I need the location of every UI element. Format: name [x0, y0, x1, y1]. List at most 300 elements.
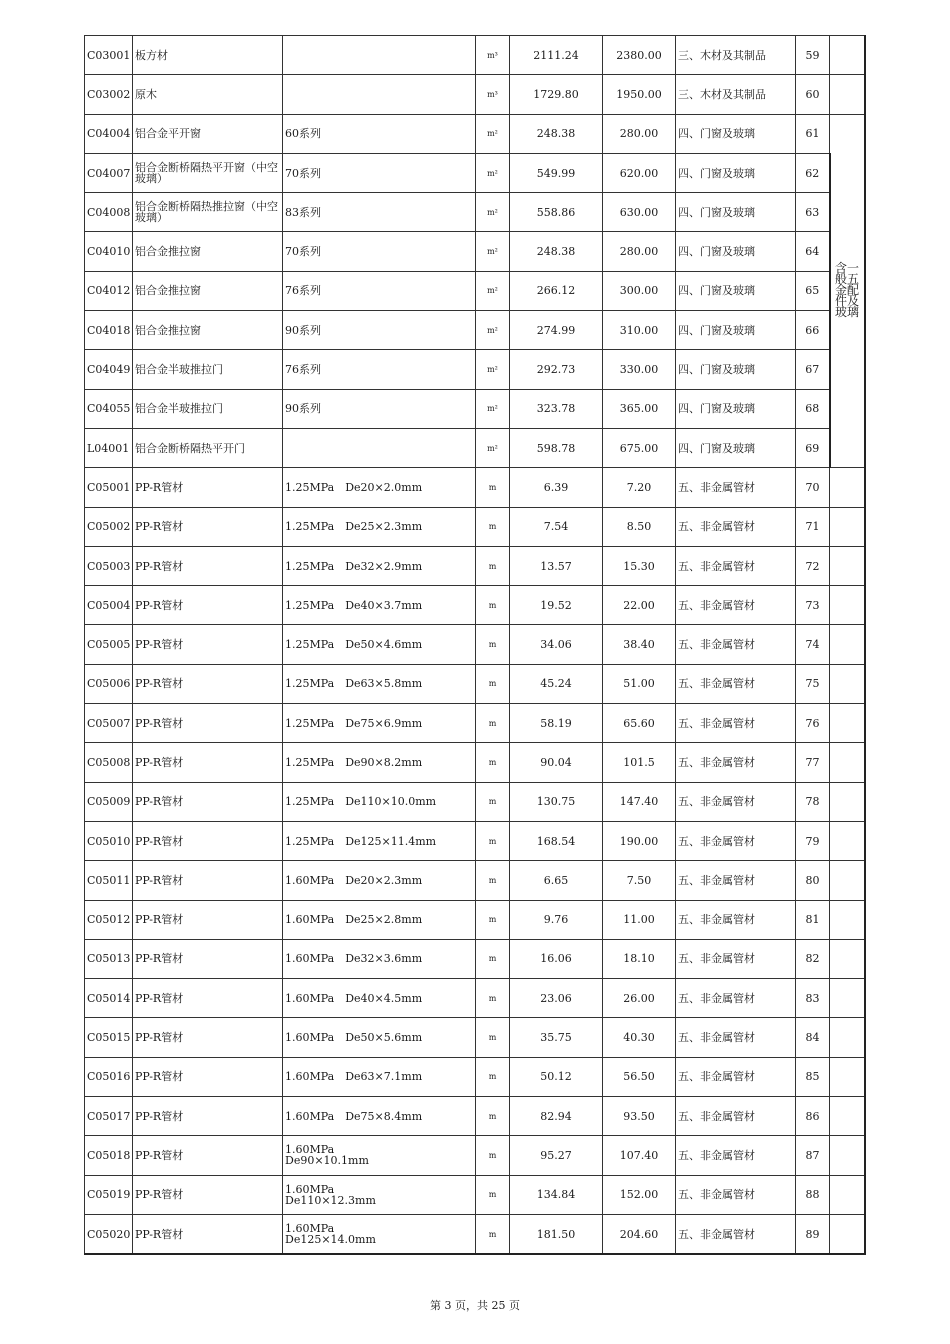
remark-cell [830, 1175, 865, 1214]
table-row [85, 468, 865, 507]
price-incl-tax: 38.40 [603, 625, 676, 664]
item-spec: 1.25MPa De125×11.4mm [283, 821, 476, 860]
item-category: 五、非金属管材 [676, 939, 796, 978]
item-unit: m [476, 1057, 510, 1096]
remark-cell [830, 586, 865, 625]
item-name: 铝合金断桥隔热推拉窗（中空玻璃） [133, 193, 283, 232]
item-category: 三、木材及其制品 [676, 75, 796, 114]
price-incl-tax: 101.5 [603, 743, 676, 782]
remark-cell [830, 821, 865, 860]
price-excl-tax: 95.27 [510, 1136, 603, 1175]
item-name: 铝合金半玻推拉门 [133, 350, 283, 389]
item-code: C05017 [85, 1097, 133, 1136]
page-footer: 第 3 页，共 25 页 [430, 1299, 520, 1312]
item-unit: m² [476, 193, 510, 232]
item-spec [283, 75, 476, 114]
table-row [85, 271, 865, 310]
price-excl-tax: 558.86 [510, 193, 603, 232]
row-number: 65 [796, 271, 830, 310]
item-unit: m [476, 664, 510, 703]
price-excl-tax: 292.73 [510, 350, 603, 389]
price-excl-tax: 16.06 [510, 939, 603, 978]
item-category: 三、木材及其制品 [676, 36, 796, 75]
price-incl-tax: 11.00 [603, 900, 676, 939]
row-number: 82 [796, 939, 830, 978]
item-code: C05008 [85, 743, 133, 782]
item-spec: 1.25MPa De63×5.8mm [283, 664, 476, 703]
item-category: 五、非金属管材 [676, 821, 796, 860]
item-category: 五、非金属管材 [676, 586, 796, 625]
table-row [85, 1097, 865, 1136]
price-incl-tax: 7.50 [603, 861, 676, 900]
item-unit: m² [476, 271, 510, 310]
item-category: 五、非金属管材 [676, 468, 796, 507]
item-spec: 1.60MPa De63×7.1mm [283, 1057, 476, 1096]
table-row [85, 389, 865, 428]
price-incl-tax: 56.50 [603, 1057, 676, 1096]
item-code: C04049 [85, 350, 133, 389]
item-category: 五、非金属管材 [676, 782, 796, 821]
item-name: PP-R管材 [133, 507, 283, 546]
price-excl-tax: 134.84 [510, 1175, 603, 1214]
table-row [85, 1175, 865, 1214]
table-row [85, 782, 865, 821]
price-excl-tax: 82.94 [510, 1097, 603, 1136]
row-number: 83 [796, 979, 830, 1018]
item-spec: 70系列 [283, 153, 476, 192]
item-code: C05020 [85, 1214, 133, 1254]
table-row [85, 350, 865, 389]
item-spec: 1.25MPa De110×10.0mm [283, 782, 476, 821]
item-category: 五、非金属管材 [676, 743, 796, 782]
item-code: C04010 [85, 232, 133, 271]
price-excl-tax: 45.24 [510, 664, 603, 703]
item-spec: 90系列 [283, 311, 476, 350]
item-spec: 1.25MPa De90×8.2mm [283, 743, 476, 782]
item-unit: m² [476, 153, 510, 192]
item-category: 四、门窗及玻璃 [676, 193, 796, 232]
item-category: 五、非金属管材 [676, 1057, 796, 1096]
price-excl-tax: 6.39 [510, 468, 603, 507]
item-spec [283, 36, 476, 75]
item-category: 四、门窗及玻璃 [676, 311, 796, 350]
price-incl-tax: 280.00 [603, 232, 676, 271]
price-incl-tax: 365.00 [603, 389, 676, 428]
item-name: PP-R管材 [133, 625, 283, 664]
item-code: C04008 [85, 193, 133, 232]
item-category: 四、门窗及玻璃 [676, 114, 796, 153]
price-excl-tax: 323.78 [510, 389, 603, 428]
table-row [85, 1057, 865, 1096]
item-code: C05004 [85, 586, 133, 625]
row-number: 60 [796, 75, 830, 114]
item-unit: m [476, 1018, 510, 1057]
table-row [85, 1018, 865, 1057]
table-row [85, 75, 865, 114]
item-unit: m² [476, 311, 510, 350]
item-spec [283, 428, 476, 467]
item-code: C05003 [85, 546, 133, 585]
remark-note: 含一般五金配件及玻璃 [830, 114, 865, 468]
row-number: 64 [796, 232, 830, 271]
item-code: C05005 [85, 625, 133, 664]
price-excl-tax: 1729.80 [510, 75, 603, 114]
item-code: C04004 [85, 114, 133, 153]
item-unit: m [476, 939, 510, 978]
price-incl-tax: 7.20 [603, 468, 676, 507]
item-spec: 1.60MPa De20×2.3mm [283, 861, 476, 900]
table-row [85, 704, 865, 743]
row-number: 86 [796, 1097, 830, 1136]
item-code: C03001 [85, 36, 133, 75]
item-category: 四、门窗及玻璃 [676, 271, 796, 310]
item-spec: 1.60MPa De75×8.4mm [283, 1097, 476, 1136]
row-number: 79 [796, 821, 830, 860]
item-unit: m [476, 507, 510, 546]
item-category: 五、非金属管材 [676, 1097, 796, 1136]
price-excl-tax: 598.78 [510, 428, 603, 467]
item-name: PP-R管材 [133, 546, 283, 585]
item-name: 铝合金半玻推拉门 [133, 389, 283, 428]
item-category: 五、非金属管材 [676, 1136, 796, 1175]
price-incl-tax: 630.00 [603, 193, 676, 232]
row-number: 78 [796, 782, 830, 821]
item-name: PP-R管材 [133, 704, 283, 743]
price-excl-tax: 58.19 [510, 704, 603, 743]
price-incl-tax: 51.00 [603, 664, 676, 703]
item-code: C05016 [85, 1057, 133, 1096]
table-row [85, 36, 865, 75]
item-spec: 1.25MPa De25×2.3mm [283, 507, 476, 546]
price-incl-tax: 26.00 [603, 979, 676, 1018]
item-category: 五、非金属管材 [676, 861, 796, 900]
remark-cell [830, 625, 865, 664]
price-excl-tax: 2111.24 [510, 36, 603, 75]
table-row [85, 1214, 865, 1254]
price-incl-tax: 280.00 [603, 114, 676, 153]
item-code: C04018 [85, 311, 133, 350]
table-row [85, 586, 865, 625]
item-name: PP-R管材 [133, 861, 283, 900]
item-name: 铝合金推拉窗 [133, 311, 283, 350]
price-incl-tax: 310.00 [603, 311, 676, 350]
item-name: 铝合金平开窗 [133, 114, 283, 153]
row-number: 80 [796, 861, 830, 900]
item-unit: m [476, 900, 510, 939]
price-excl-tax: 168.54 [510, 821, 603, 860]
table-row [85, 311, 865, 350]
row-number: 71 [796, 507, 830, 546]
item-spec: 1.25MPa De40×3.7mm [283, 586, 476, 625]
item-name: PP-R管材 [133, 468, 283, 507]
item-name: PP-R管材 [133, 1018, 283, 1057]
item-category: 五、非金属管材 [676, 1018, 796, 1057]
price-incl-tax: 40.30 [603, 1018, 676, 1057]
item-unit: m³ [476, 36, 510, 75]
price-incl-tax: 18.10 [603, 939, 676, 978]
row-number: 84 [796, 1018, 830, 1057]
price-incl-tax: 620.00 [603, 153, 676, 192]
price-table [84, 35, 866, 1255]
remark-cell [830, 1214, 865, 1254]
item-unit: m [476, 1136, 510, 1175]
price-excl-tax: 9.76 [510, 900, 603, 939]
item-name: 原木 [133, 75, 283, 114]
item-name: PP-R管材 [133, 900, 283, 939]
row-number: 72 [796, 546, 830, 585]
table-row [85, 664, 865, 703]
row-number: 73 [796, 586, 830, 625]
item-name: PP-R管材 [133, 1136, 283, 1175]
table-row [85, 546, 865, 585]
item-name: 铝合金推拉窗 [133, 232, 283, 271]
table-row [85, 743, 865, 782]
item-name: 板方材 [133, 36, 283, 75]
item-code: C05006 [85, 664, 133, 703]
price-excl-tax: 19.52 [510, 586, 603, 625]
table-row [85, 821, 865, 860]
item-spec: 1.25MPa De32×2.9mm [283, 546, 476, 585]
remark-cell [830, 468, 865, 507]
item-code: C05014 [85, 979, 133, 1018]
price-incl-tax: 65.60 [603, 704, 676, 743]
table-row [85, 193, 865, 232]
price-incl-tax: 107.40 [603, 1136, 676, 1175]
item-category: 四、门窗及玻璃 [676, 389, 796, 428]
price-incl-tax: 675.00 [603, 428, 676, 467]
item-category: 四、门窗及玻璃 [676, 428, 796, 467]
item-code: C05007 [85, 704, 133, 743]
price-incl-tax: 1950.00 [603, 75, 676, 114]
remark-cell [830, 507, 865, 546]
row-number: 59 [796, 36, 830, 75]
item-unit: m [476, 586, 510, 625]
price-incl-tax: 152.00 [603, 1175, 676, 1214]
item-spec: 1.60MPa De90×10.1mm [283, 1136, 476, 1175]
item-unit: m² [476, 114, 510, 153]
item-spec: 70系列 [283, 232, 476, 271]
table-row [85, 507, 865, 546]
item-unit: m [476, 546, 510, 585]
remark-cell [830, 546, 865, 585]
table-row [85, 939, 865, 978]
row-number: 77 [796, 743, 830, 782]
item-spec: 1.25MPa De50×4.6mm [283, 625, 476, 664]
table-row [85, 153, 865, 192]
item-spec: 1.60MPa De40×4.5mm [283, 979, 476, 1018]
item-name: 铝合金断桥隔热平开窗（中空玻璃） [133, 153, 283, 192]
item-category: 四、门窗及玻璃 [676, 153, 796, 192]
item-code: C05015 [85, 1018, 133, 1057]
item-unit: m² [476, 428, 510, 467]
price-excl-tax: 130.75 [510, 782, 603, 821]
price-incl-tax: 15.30 [603, 546, 676, 585]
item-unit: m [476, 625, 510, 664]
row-number: 70 [796, 468, 830, 507]
item-spec: 1.60MPa De32×3.6mm [283, 939, 476, 978]
item-unit: m [476, 979, 510, 1018]
item-category: 四、门窗及玻璃 [676, 350, 796, 389]
remark-cell [830, 36, 865, 75]
remark-cell [830, 704, 865, 743]
remark-cell [830, 1018, 865, 1057]
item-name: PP-R管材 [133, 782, 283, 821]
price-excl-tax: 181.50 [510, 1214, 603, 1254]
item-code: C04012 [85, 271, 133, 310]
price-incl-tax: 330.00 [603, 350, 676, 389]
item-category: 五、非金属管材 [676, 664, 796, 703]
item-name: PP-R管材 [133, 586, 283, 625]
row-number: 88 [796, 1175, 830, 1214]
item-code: C05001 [85, 468, 133, 507]
item-spec: 76系列 [283, 271, 476, 310]
item-name: PP-R管材 [133, 1175, 283, 1214]
price-excl-tax: 266.12 [510, 271, 603, 310]
item-code: C05018 [85, 1136, 133, 1175]
row-number: 62 [796, 153, 830, 192]
item-unit: m [476, 743, 510, 782]
row-number: 74 [796, 625, 830, 664]
item-name: PP-R管材 [133, 939, 283, 978]
item-code: L04001 [85, 428, 133, 467]
item-spec: 60系列 [283, 114, 476, 153]
item-spec: 1.60MPa De50×5.6mm [283, 1018, 476, 1057]
table-row [85, 232, 865, 271]
item-category: 五、非金属管材 [676, 704, 796, 743]
item-unit: m [476, 821, 510, 860]
remark-cell [830, 1136, 865, 1175]
remark-cell [830, 743, 865, 782]
item-spec: 1.25MPa De75×6.9mm [283, 704, 476, 743]
price-excl-tax: 549.99 [510, 153, 603, 192]
table-row [85, 979, 865, 1018]
item-name: PP-R管材 [133, 1097, 283, 1136]
remark-cell [830, 900, 865, 939]
row-number: 69 [796, 428, 830, 467]
item-category: 四、门窗及玻璃 [676, 232, 796, 271]
price-incl-tax: 190.00 [603, 821, 676, 860]
row-number: 89 [796, 1214, 830, 1254]
item-code: C05011 [85, 861, 133, 900]
item-name: PP-R管材 [133, 1057, 283, 1096]
item-spec: 1.60MPa De25×2.8mm [283, 900, 476, 939]
item-unit: m² [476, 232, 510, 271]
item-code: C05010 [85, 821, 133, 860]
row-number: 75 [796, 664, 830, 703]
price-incl-tax: 147.40 [603, 782, 676, 821]
item-name: PP-R管材 [133, 1214, 283, 1254]
row-number: 67 [796, 350, 830, 389]
price-incl-tax: 300.00 [603, 271, 676, 310]
table-row [85, 428, 865, 467]
item-unit: m [476, 704, 510, 743]
price-incl-tax: 204.60 [603, 1214, 676, 1254]
item-unit: m³ [476, 75, 510, 114]
price-excl-tax: 35.75 [510, 1018, 603, 1057]
remark-cell [830, 782, 865, 821]
item-unit: m [476, 468, 510, 507]
price-excl-tax: 7.54 [510, 507, 603, 546]
item-category: 五、非金属管材 [676, 1175, 796, 1214]
item-code: C05012 [85, 900, 133, 939]
row-number: 76 [796, 704, 830, 743]
remark-cell [830, 1057, 865, 1096]
item-unit: m² [476, 350, 510, 389]
price-excl-tax: 34.06 [510, 625, 603, 664]
item-spec: 90系列 [283, 389, 476, 428]
item-code: C05009 [85, 782, 133, 821]
item-spec: 76系列 [283, 350, 476, 389]
price-excl-tax: 50.12 [510, 1057, 603, 1096]
item-name: PP-R管材 [133, 979, 283, 1018]
item-unit: m² [476, 389, 510, 428]
price-excl-tax: 23.06 [510, 979, 603, 1018]
item-code: C04055 [85, 389, 133, 428]
item-name: 铝合金断桥隔热平开门 [133, 428, 283, 467]
item-unit: m [476, 782, 510, 821]
remark-cell [830, 979, 865, 1018]
item-code: C03002 [85, 75, 133, 114]
price-incl-tax: 93.50 [603, 1097, 676, 1136]
row-number: 68 [796, 389, 830, 428]
item-category: 五、非金属管材 [676, 900, 796, 939]
item-unit: m [476, 1214, 510, 1254]
item-code: C05019 [85, 1175, 133, 1214]
row-number: 87 [796, 1136, 830, 1175]
item-name: PP-R管材 [133, 664, 283, 703]
remark-cell [830, 75, 865, 114]
table-row [85, 900, 865, 939]
item-unit: m [476, 1097, 510, 1136]
item-name: PP-R管材 [133, 821, 283, 860]
price-excl-tax: 248.38 [510, 232, 603, 271]
item-name: 铝合金推拉窗 [133, 271, 283, 310]
row-number: 61 [796, 114, 830, 153]
remark-cell [830, 939, 865, 978]
item-name: PP-R管材 [133, 743, 283, 782]
row-number: 63 [796, 193, 830, 232]
item-category: 五、非金属管材 [676, 546, 796, 585]
remark-cell [830, 664, 865, 703]
price-excl-tax: 90.04 [510, 743, 603, 782]
table-row [85, 114, 865, 153]
table-row [85, 861, 865, 900]
item-code: C05002 [85, 507, 133, 546]
row-number: 85 [796, 1057, 830, 1096]
item-spec: 83系列 [283, 193, 476, 232]
price-incl-tax: 8.50 [603, 507, 676, 546]
item-spec: 1.25MPa De20×2.0mm [283, 468, 476, 507]
item-unit: m [476, 861, 510, 900]
remark-cell [830, 861, 865, 900]
remark-cell [830, 1097, 865, 1136]
price-excl-tax: 248.38 [510, 114, 603, 153]
table-body [85, 36, 865, 1255]
item-code: C05013 [85, 939, 133, 978]
item-category: 五、非金属管材 [676, 979, 796, 1018]
item-code: C04007 [85, 153, 133, 192]
item-spec: 1.60MPa De125×14.0mm [283, 1214, 476, 1254]
item-category: 五、非金属管材 [676, 507, 796, 546]
item-category: 五、非金属管材 [676, 1214, 796, 1254]
price-incl-tax: 22.00 [603, 586, 676, 625]
table-row [85, 1136, 865, 1175]
item-unit: m [476, 1175, 510, 1214]
price-excl-tax: 274.99 [510, 311, 603, 350]
table-row [85, 625, 865, 664]
price-excl-tax: 6.65 [510, 861, 603, 900]
row-number: 66 [796, 311, 830, 350]
